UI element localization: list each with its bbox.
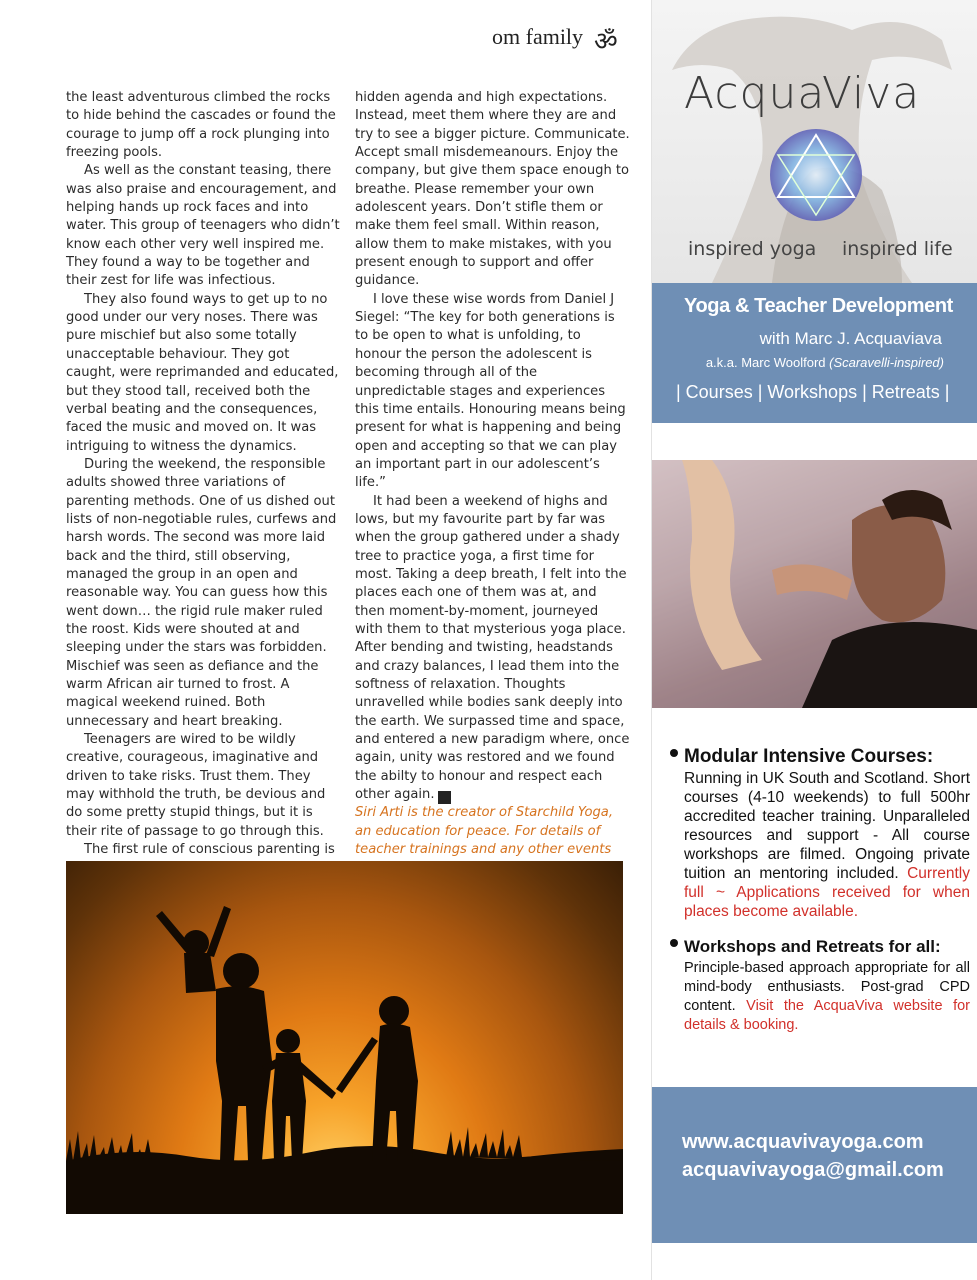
bullet-dot-icon [670, 749, 678, 757]
tagline-left: inspired yoga [688, 238, 817, 260]
paragraph: The first rule of conscious parenting is [84, 842, 335, 858]
paragraph: Teenagers are wired to be wildly creative, courageous, imaginative and driven to take risks. Trust them. They may withhold the truth, be devious and do some pretty stupid things, but it is their rite of passage to go through this. [66, 732, 326, 839]
bullet-text: Running in UK South and Scotland. Short courses (4-10 weekends) to full 500hr accredited teacher training. Unparalleled resources and support - All course workshops are filmed. Ongoing private tuition an mentoring included. [684, 770, 970, 882]
advert-headline: Yoga & Teacher Development [684, 295, 953, 317]
advert-aka [706, 355, 944, 370]
bullet-body [684, 959, 970, 1035]
teacher-adjustment-photo [652, 460, 977, 708]
advert-contact-band [652, 1087, 977, 1243]
paragraph: As well as the constant teasing, there was also praise and encouragement, and helping hands up rock faces and into water. This group of teenagers who didn’t know each other very well inspired me. They found a way to be together and their zest for life was infectious. [66, 163, 340, 289]
bullet-highlight: Visit the AcquaViva website for details & booking. [684, 998, 971, 1033]
paragraph: They also found ways to get up to no good under our very noses. There was pure mischief but also some totally unacceptable behaviour. They got caught, were reprimanded and educated, but they stood tall, received both the verbal beating and the consequences, faced the music and moved on. It was intriguing to witness the dynamics. [66, 291, 339, 454]
bullet-title: Workshops and Retreats for all: [684, 937, 941, 956]
paragraph: I love these wise words from Daniel J Siegel: “The key for both generations is to be open to what is unfolding, to honour the person the adolescent is becoming through all of the unpredictable stages and experiences this time entails. Honouring means being present for what is happening and being open and accepting so that we can play an important part in our adolescent’s life.” [355, 291, 626, 491]
author-bio: Siri Arti is the creator of Starchild Yoga, an education for peace. For details of teacher trainings and any other events [355, 805, 613, 858]
bullet-highlight: Currently full ~ Applications received for when places become available. [684, 865, 970, 920]
advert-website: www.acquavivayoga.com [682, 1131, 924, 1153]
bullet-workshops [670, 935, 970, 1035]
advert-bullets [670, 745, 970, 1035]
paragraph: the least adventurous climbed the rocks to hide behind the cascades or found the courage to jump off a rock plunging into freezing pools. [66, 90, 336, 161]
family-sunset-photo [66, 861, 623, 1214]
section-title: om family [492, 24, 584, 49]
om-icon: ॐ [594, 27, 618, 57]
bullet-title: Modular Intensive Courses: [684, 746, 934, 767]
end-mark-icon: ॐ [438, 791, 451, 804]
paragraph-text: It had been a weekend of highs and lows, but my favourite part by far was when the group gathered under a shady tree to practice yoga, a first time for most. Taking a deep breath, I felt into the places each one of them was at, and then moment-by-moment, journeyed with them to that mysterious yoga place. After bending and twisting, headstands and crazy balances, I lead them into the softness of relaxation. Thoughts unravelled while bodies sank deeply into the earth. We surpassed time and space, and entered a new paradigm where, once again, unity was restored and we found the abilty to honour and respect each other again. [355, 493, 630, 803]
bullet-body [684, 769, 970, 921]
brand-logo: AcquaViva [684, 68, 921, 119]
crystal-gem-icon [766, 125, 866, 225]
family-silhouette-image [66, 861, 623, 1214]
advert-email: acquavivayoga@gmail.com [682, 1159, 944, 1181]
acquaviva-advert [651, 0, 977, 1280]
aka-text: a.k.a. Marc Woolford [705, 355, 830, 370]
article-column-2 [355, 89, 630, 878]
advert-headline-band [652, 283, 977, 423]
article-column-1 [66, 89, 341, 896]
page-header [470, 22, 630, 56]
bullet-dot-icon [670, 939, 678, 947]
paragraph-final [355, 493, 630, 805]
advert-offerings: | Courses | Workshops | Retreats | [676, 382, 950, 402]
tagline-right: inspired life [842, 238, 953, 260]
advert-hero [652, 0, 977, 283]
paragraph: During the weekend, the responsible adults showed three variations of parenting methods. One of us dished out lists of non-negotiable rules, curfews and harsh words. The second was more laid back and the third, still observing, managed the group in an open and reasonable way. You can guess how this went down… the rigid rule maker ruled the roost. Kids were shouted at and sleeping under the stars was forbidden. Mischief was seen as defiance and the warm African air turned to frost. A magical weekend ruined. Both unnecessary and heart breaking. [66, 456, 337, 729]
bullet-text: Principle-based approach appropriate for all mind-body enthusiasts. Post-grad CPD content. [684, 960, 970, 1014]
bullet-courses [670, 745, 970, 921]
paragraph: hidden agenda and high expectations. Instead, meet them where they are and try to see a bigger picture. Communicate. Accept small misdemeanours. Enjoy the company, but give them space enough to breathe. Please remember your own adolescent years. Don’t stifle them or make them feel small. Within reason, allow them to make mistakes, with you present enough to support and offer guidance. [355, 90, 630, 289]
advert-teacher: with Marc J. Acquaviava [759, 329, 942, 348]
teacher-image [652, 460, 977, 708]
aka-style: (Scaravelli-inspired) [829, 355, 944, 370]
